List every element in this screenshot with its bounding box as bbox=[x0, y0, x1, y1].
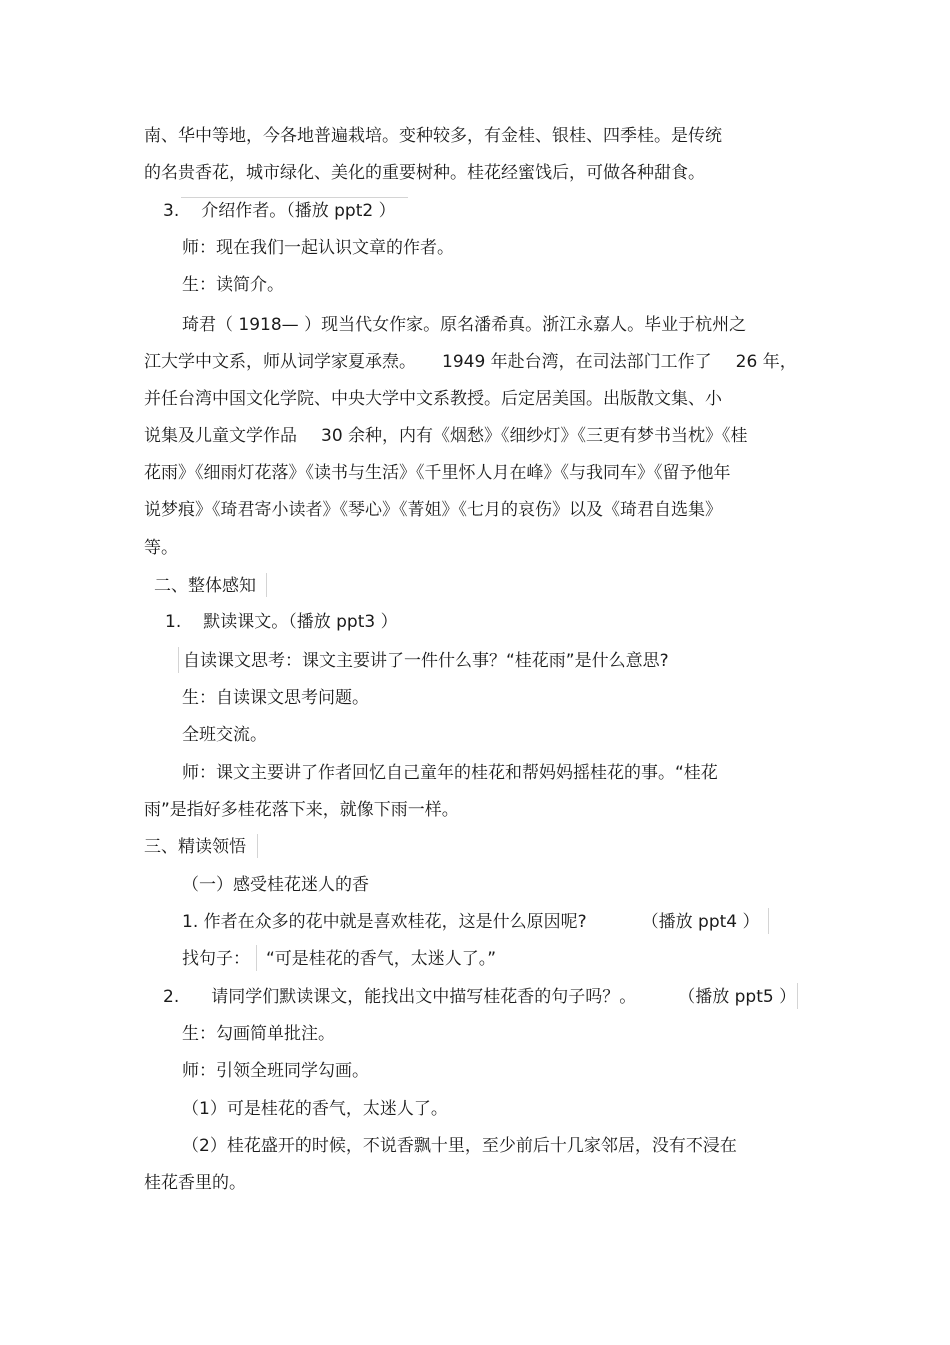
text-line bbox=[182, 911, 760, 933]
text-line: 生：勾画简单批注。 bbox=[182, 1024, 335, 1044]
text-line: 等。 bbox=[144, 538, 178, 558]
text-line: 全班交流。 bbox=[182, 725, 267, 745]
item-number: 2. bbox=[163, 987, 180, 1007]
text-line: 生：自读课文思考问题。 bbox=[182, 688, 369, 708]
table-border-line bbox=[797, 983, 798, 1009]
item-number: 3. bbox=[163, 201, 180, 221]
text-line: 桂花香里的。 bbox=[144, 1173, 246, 1193]
text-line: 雨”是指好多桂花落下来，就像下雨一样。 bbox=[144, 800, 459, 820]
text-line: 自读课文思考：课文主要讲了一件什么事？“桂花雨”是什么意思? bbox=[183, 651, 669, 671]
text-line bbox=[144, 351, 797, 373]
table-border-line bbox=[181, 197, 408, 198]
list-item bbox=[165, 611, 398, 633]
table-border-line bbox=[768, 908, 769, 934]
item-text: （播放 ppt5 ） bbox=[678, 987, 797, 1007]
text-line: 琦君（ 1918— ）现当代女作家。原名潘希真。浙江永嘉人。毕业于杭州之 bbox=[182, 315, 747, 335]
table-border-line bbox=[257, 834, 258, 858]
item-number: 1. bbox=[165, 612, 182, 632]
text-segment: “可是桂花的香气，太迷人了。” bbox=[266, 949, 497, 969]
text-line: 花雨》《细雨灯花落》《读书与生活》《千里怀人月在峰》《与我同车》《留予他年 bbox=[144, 463, 731, 483]
text-line bbox=[182, 948, 496, 970]
list-item bbox=[163, 200, 396, 222]
text-segment: 1. 作者在众多的花中就是喜欢桂花，这是什么原因呢? bbox=[182, 912, 587, 932]
item-text: 默读课文。（播放 ppt3 ） bbox=[203, 612, 398, 632]
text-segment: 江大学中文系，师从词学家夏承焘。 bbox=[144, 352, 416, 372]
section-heading: 二、整体感知 bbox=[154, 576, 256, 596]
text-segment: 30 余种，内有《烟愁》《细纱灯》《三更有梦书当枕》《桂 bbox=[321, 426, 748, 446]
text-segment: 1949 年赴台湾，在司法部门工作了 bbox=[442, 352, 712, 372]
text-line: 师：课文主要讲了作者回忆自己童年的桂花和帮妈妈摇桂花的事。“桂花 bbox=[182, 763, 718, 783]
text-line: 师：引领全班同学勾画。 bbox=[182, 1061, 369, 1081]
text-line: （2）桂花盛开的时候，不说香飘十里，至少前后十几家邻居，没有不浸在 bbox=[182, 1136, 737, 1156]
subsection-heading: （一）感受桂花迷人的香 bbox=[182, 875, 369, 895]
item-text: 请同学们默读课文，能找出文中描写桂花香的句子吗？。 bbox=[211, 987, 637, 1007]
section-heading: 三、精读领悟 bbox=[144, 837, 246, 857]
text-line: （1）可是桂花的香气，太迷人了。 bbox=[182, 1099, 448, 1119]
table-border-line bbox=[178, 647, 179, 673]
table-border-line bbox=[256, 945, 257, 971]
text-line: 并任台湾中国文化学院、中央大学中文系教授。后定居美国。出版散文集、小 bbox=[144, 389, 722, 409]
text-line: 师：现在我们一起认识文章的作者。 bbox=[182, 238, 454, 258]
text-line: 的名贵香花，城市绿化、美化的重要树种。桂花经蜜饯后，可做各种甜食。 bbox=[144, 163, 705, 183]
table-border-line bbox=[266, 573, 267, 597]
text-segment: （播放 ppt4 ） bbox=[641, 912, 760, 932]
item-text: 介绍作者。（播放 ppt2 ） bbox=[201, 201, 396, 221]
text-line: 说梦痕》《琦君寄小读者》《琴心》《菁姐》《七月的哀伤》以及《琦君自选集》 bbox=[144, 500, 722, 520]
text-segment: 26 年， bbox=[735, 352, 797, 372]
text-line bbox=[144, 425, 748, 447]
text-segment: 找句子： bbox=[182, 949, 250, 969]
text-line: 南、华中等地，今各地普遍栽培。变种较多，有金桂、银桂、四季桂。是传统 bbox=[144, 126, 722, 146]
text-segment: 说集及儿童文学作品 bbox=[144, 426, 297, 446]
text-line: 生：读简介。 bbox=[182, 275, 284, 295]
list-item bbox=[163, 986, 796, 1008]
